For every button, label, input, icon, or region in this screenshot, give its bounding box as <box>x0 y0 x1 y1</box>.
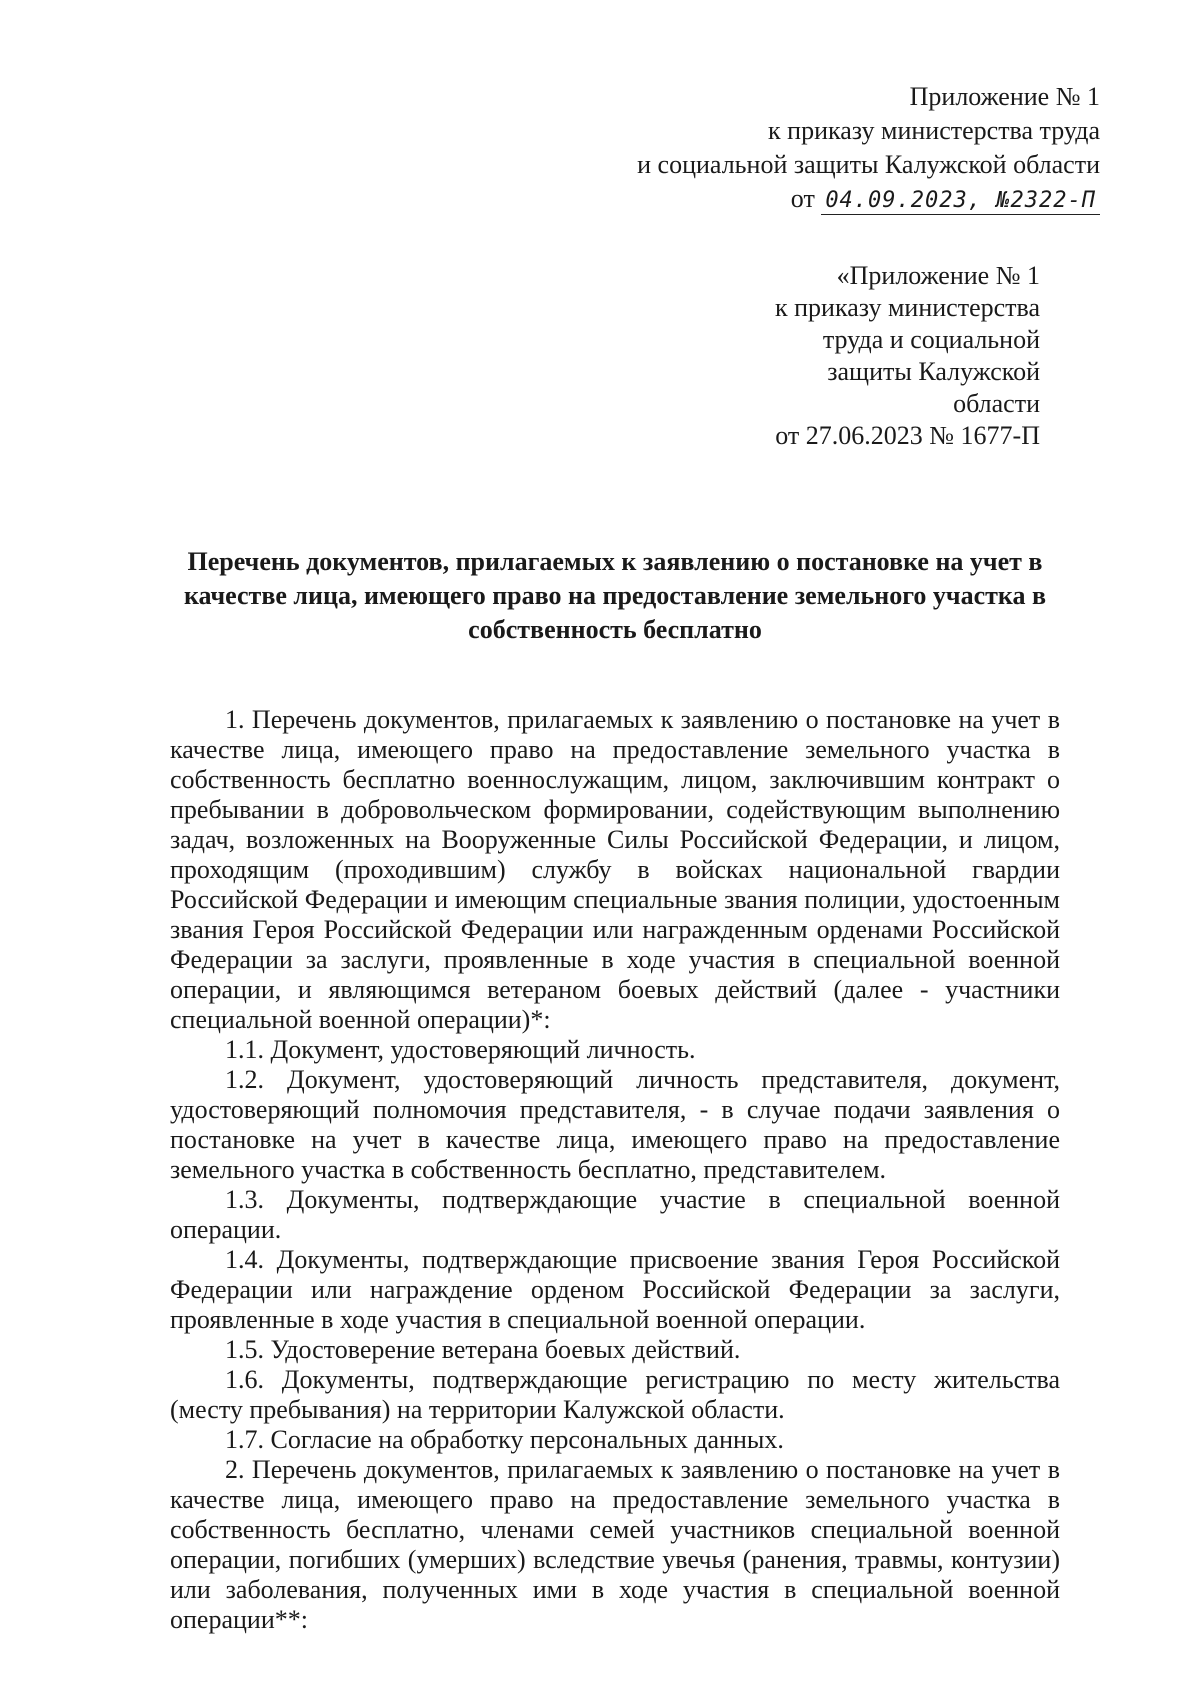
previous-annex-header <box>775 260 1040 452</box>
annex-header-line1: Приложение № 1 <box>909 82 1100 111</box>
previous-annex-line1: «Приложение № 1 <box>836 261 1040 290</box>
paragraph-1-4: 1.4. Документы, подтверждающие присвоение звания Героя Российской Федерации или награждение орденом Российской Федерации за заслуги, проявленные в ходе участия в специальной военной операции. <box>170 1245 1060 1334</box>
paragraph-1-7: 1.7. Согласие на обработку персональных данных. <box>225 1425 784 1454</box>
paragraph-1-5: 1.5. Удостоверение ветерана боевых действий. <box>225 1335 741 1364</box>
previous-annex-line6: от 27.06.2023 № 1677-П <box>775 421 1040 450</box>
paragraph-1-1: 1.1. Документ, удостоверяющий личность. <box>225 1035 696 1064</box>
paragraph-2: 2. Перечень документов, прилагаемых к заявлению о постановке на учет в качестве лица, имеющего право на предоставление земельного участка в собственность бесплатно, членами семей участников специальной военной операции, погибших (умерших) вследствие увечья (ранения, травмы, контузии) или заболевания, полученных ими в ходе участия в специальной военной операции**: <box>170 1455 1060 1634</box>
number-prefix: № <box>996 188 1011 213</box>
annex-header-date-line <box>637 182 1100 216</box>
paragraph-1-6: 1.6. Документы, подтверждающие регистрацию по месту жительства (месту пребывания) на территории Калужской области. <box>170 1365 1060 1424</box>
document-body <box>170 705 1060 1635</box>
previous-annex-line2: к приказу министерства <box>775 293 1040 322</box>
handwritten-number: 2322-П <box>1010 188 1096 213</box>
previous-annex-line5: области <box>953 389 1040 418</box>
paragraph-1-2: 1.2. Документ, удостоверяющий личность представителя, документ, удостоверяющий полномочия представителя, - в случае подачи заявления о постановке на учет в качестве лица, имеющего право на предоставление земельного участка в собственность бесплатно, представителем. <box>170 1065 1060 1184</box>
annex-header-line2: к приказу министерства труда <box>768 116 1100 145</box>
handwritten-date: 04.09.2023, №2322-П <box>821 188 1100 215</box>
annex-header-line3: и социальной защиты Калужской области <box>637 150 1100 179</box>
annex-header <box>637 80 1100 216</box>
document-title: Перечень документов, прилагаемых к заявлению о постановке на учет в качестве лица, имеющего право на предоставление земельного участка в собственность бесплатно <box>183 547 1047 644</box>
paragraph-1: 1. Перечень документов, прилагаемых к заявлению о постановке на учет в качестве лица, имеющего право на предоставление земельного участка в собственность бесплатно военнослужащим, лицом, заключившим контракт о пребывании в добровольческом формировании, содействующим выполнению задач, возложенных на Вооруженные Силы Российской Федерации, и лицом, проходящим (проходившим) службу в войсках национальной гвардии Российской Федерации и имеющим специальные звания полиции, удостоенным звания Героя Российской Федерации или награжденным орденами Российской Федерации за заслуги, проявленные в ходе участия в специальной военной операции, и являющимся ветераном боевых действий (далее - участники специальной военной операции)*: <box>170 705 1060 1034</box>
previous-annex-line3: труда и социальной <box>822 325 1040 354</box>
date-prefix: от <box>790 184 815 213</box>
previous-annex-line4: защиты Калужской <box>827 357 1040 386</box>
paragraph-1-3: 1.3. Документы, подтверждающие участие в специальной военной операции. <box>170 1185 1060 1244</box>
